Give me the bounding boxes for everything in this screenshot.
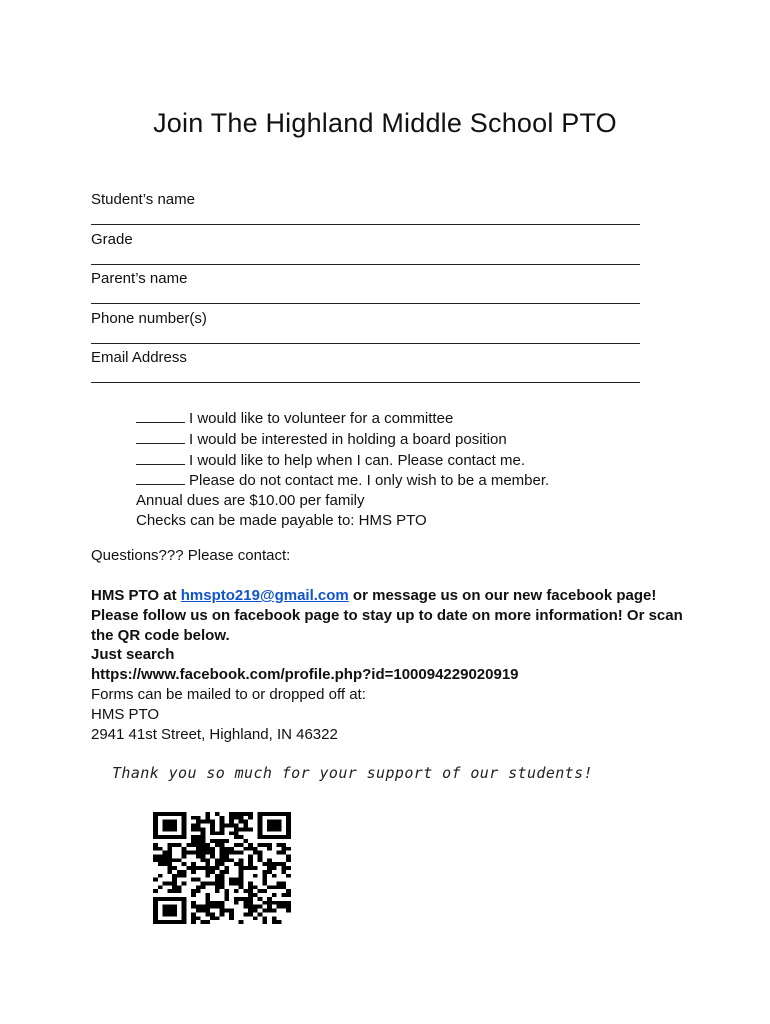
checks-text: Checks can be made payable to: HMS PTO	[136, 511, 427, 529]
form-fields	[91, 190, 651, 388]
contact-suffix: or message us on our new facebook page! Please follow us on facebook page to stay up to date on more information! Or scan the QR code below.	[91, 587, 683, 644]
facebook-url[interactable]: https://www.facebook.com/profile.php?id=100094229020919	[91, 666, 519, 684]
mail-note: Forms can be mailed to or dropped off at:	[91, 685, 366, 703]
questions-heading: Questions??? Please contact:	[91, 547, 291, 564]
option-blank[interactable]	[136, 429, 185, 444]
search-label: Just search	[91, 646, 175, 664]
option-label: I would like to help when I can. Please contact me.	[189, 451, 526, 469]
contact-prefix: HMS PTO at	[91, 587, 181, 604]
option-label: I would like to volunteer for a committee	[189, 410, 454, 427]
option-blank[interactable]	[136, 470, 185, 485]
field-blank-line[interactable]	[91, 303, 640, 304]
field-parent-name	[91, 269, 651, 309]
thank-you-note: Thank you so much for your support of our students!	[112, 764, 593, 782]
option-blank[interactable]	[136, 450, 185, 465]
contact-paragraph	[91, 586, 691, 645]
email-link[interactable]: hmspto219@gmail.com	[180, 587, 349, 604]
option-member-only	[136, 470, 549, 491]
mail-org: HMS PTO	[91, 705, 160, 723]
dues-text: Annual dues are $10.00 per family	[136, 492, 365, 510]
page-title: Join The Highland Middle School PTO	[153, 108, 617, 138]
field-label: Student’s name	[91, 191, 195, 208]
field-email-address	[91, 348, 651, 388]
field-blank-line[interactable]	[91, 382, 640, 383]
field-blank-line[interactable]	[91, 224, 640, 225]
field-label: Grade	[91, 230, 133, 248]
field-student-name	[91, 190, 651, 230]
contact-block	[91, 586, 691, 744]
option-list	[136, 408, 549, 531]
field-grade	[91, 230, 651, 270]
qr-code-icon[interactable]	[153, 812, 291, 924]
field-phone-numbers	[91, 309, 651, 349]
mail-address: 2941 41st Street, Highland, IN 46322	[91, 725, 338, 743]
option-board-position	[136, 429, 549, 450]
field-blank-line[interactable]	[91, 264, 640, 265]
option-label: Please do not contact me. I only wish to be a member.	[189, 472, 550, 490]
field-blank-line[interactable]	[91, 343, 640, 344]
option-help-when-can	[136, 450, 549, 471]
field-label: Phone number(s)	[91, 309, 207, 327]
field-label: Parent’s name	[91, 270, 188, 288]
option-blank[interactable]	[136, 408, 185, 423]
option-volunteer-committee	[136, 408, 549, 429]
option-label: I would be interested in holding a board position	[189, 430, 507, 448]
field-label: Email Address	[91, 349, 187, 367]
